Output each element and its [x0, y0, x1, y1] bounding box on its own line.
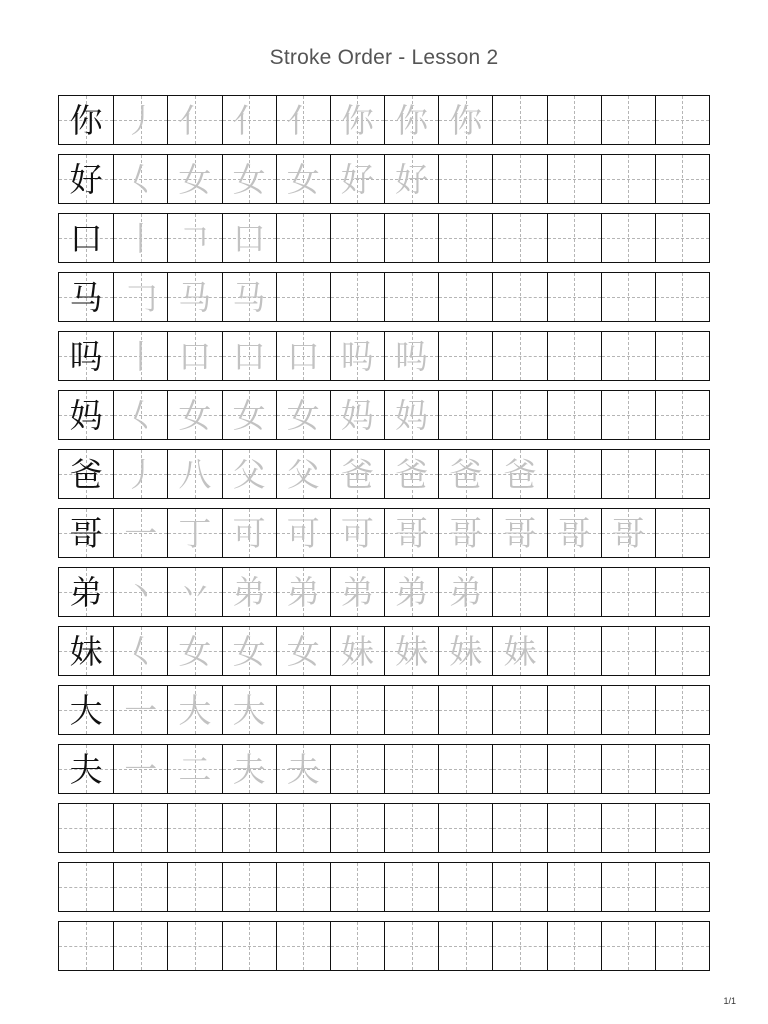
- stroke-step-character: 你: [340, 100, 374, 140]
- stroke-step-character: 丷: [178, 572, 212, 612]
- stroke-step-character: 妹: [340, 631, 374, 671]
- trace-cell[interactable]: [492, 96, 546, 144]
- practice-row: [58, 921, 710, 971]
- practice-row: [58, 567, 710, 617]
- trace-cell[interactable]: [113, 863, 167, 911]
- model-cell[interactable]: [59, 391, 113, 439]
- trace-cell[interactable]: [547, 214, 601, 262]
- stroke-step-character: 一: [124, 690, 158, 730]
- trace-cell[interactable]: [167, 214, 221, 262]
- trace-cell[interactable]: [113, 332, 167, 380]
- trace-cell[interactable]: [601, 332, 655, 380]
- model-cell[interactable]: [59, 686, 113, 734]
- model-cell[interactable]: [59, 450, 113, 498]
- model-cell[interactable]: [59, 627, 113, 675]
- trace-cell[interactable]: [492, 804, 546, 852]
- trace-cell[interactable]: [330, 332, 384, 380]
- practice-row: [58, 272, 710, 322]
- model-character: 你: [69, 100, 103, 140]
- trace-cell[interactable]: [330, 686, 384, 734]
- stroke-step-character: 可: [232, 513, 266, 553]
- model-character: 马: [69, 277, 103, 317]
- stroke-step-character: 妈: [395, 395, 429, 435]
- trace-cell[interactable]: [384, 745, 438, 793]
- trace-cell[interactable]: [222, 745, 276, 793]
- trace-cell[interactable]: [330, 391, 384, 439]
- model-cell[interactable]: [59, 155, 113, 203]
- stroke-step-character: 好: [395, 159, 429, 199]
- practice-sheet: [58, 95, 710, 980]
- trace-cell[interactable]: [330, 627, 384, 675]
- practice-row: [58, 803, 710, 853]
- practice-row: [58, 508, 710, 558]
- stroke-step-character: 爸: [395, 454, 429, 494]
- stroke-step-character: 马: [178, 277, 212, 317]
- trace-cell[interactable]: [222, 627, 276, 675]
- trace-cell[interactable]: [113, 922, 167, 970]
- trace-cell[interactable]: [276, 96, 330, 144]
- stroke-step-character: 一: [124, 749, 158, 789]
- trace-cell[interactable]: [438, 391, 492, 439]
- model-cell[interactable]: [59, 214, 113, 262]
- stroke-step-character: 𡿨: [124, 631, 158, 671]
- stroke-step-character: 弟: [449, 572, 483, 612]
- model-character: 弟: [69, 572, 103, 612]
- trace-cell[interactable]: [601, 214, 655, 262]
- trace-cell[interactable]: [276, 332, 330, 380]
- trace-cell[interactable]: [113, 96, 167, 144]
- model-character: 哥: [69, 513, 103, 553]
- trace-cell[interactable]: [438, 332, 492, 380]
- stroke-step-character: 弟: [232, 572, 266, 612]
- stroke-step-character: 弟: [395, 572, 429, 612]
- trace-cell[interactable]: [492, 568, 546, 616]
- trace-cell[interactable]: [492, 214, 546, 262]
- stroke-step-character: 口: [178, 336, 212, 376]
- practice-row: [58, 626, 710, 676]
- trace-cell[interactable]: [276, 745, 330, 793]
- stroke-step-character: 弟: [286, 572, 320, 612]
- trace-cell[interactable]: [222, 332, 276, 380]
- trace-cell[interactable]: [222, 273, 276, 321]
- trace-cell[interactable]: [384, 568, 438, 616]
- trace-cell[interactable]: [655, 332, 709, 380]
- trace-cell[interactable]: [601, 745, 655, 793]
- stroke-step-character: 女: [286, 395, 320, 435]
- trace-cell[interactable]: [113, 745, 167, 793]
- trace-cell[interactable]: [167, 568, 221, 616]
- stroke-step-character: 丿: [124, 454, 158, 494]
- trace-cell[interactable]: [655, 745, 709, 793]
- trace-cell[interactable]: [167, 273, 221, 321]
- trace-cell[interactable]: [167, 155, 221, 203]
- trace-cell[interactable]: [492, 686, 546, 734]
- stroke-step-character: 爸: [449, 454, 483, 494]
- trace-cell[interactable]: [492, 922, 546, 970]
- practice-row: [58, 95, 710, 145]
- stroke-step-character: 夫: [232, 749, 266, 789]
- trace-cell[interactable]: [330, 214, 384, 262]
- page-number: 1/1: [723, 996, 736, 1006]
- trace-cell[interactable]: [601, 627, 655, 675]
- trace-cell[interactable]: [438, 804, 492, 852]
- trace-cell[interactable]: [492, 450, 546, 498]
- trace-cell[interactable]: [384, 96, 438, 144]
- trace-cell[interactable]: [113, 804, 167, 852]
- stroke-step-character: 父: [232, 454, 266, 494]
- stroke-step-character: 哥: [395, 513, 429, 553]
- trace-cell[interactable]: [384, 332, 438, 380]
- stroke-step-character: 丿: [124, 100, 158, 140]
- model-character: 口: [69, 218, 103, 258]
- stroke-step-character: 哥: [449, 513, 483, 553]
- trace-cell[interactable]: [438, 273, 492, 321]
- trace-cell[interactable]: [222, 214, 276, 262]
- trace-cell[interactable]: [276, 922, 330, 970]
- trace-cell[interactable]: [601, 922, 655, 970]
- trace-cell[interactable]: [547, 745, 601, 793]
- stroke-step-character: 吗: [395, 336, 429, 376]
- practice-row: [58, 331, 710, 381]
- trace-cell[interactable]: [655, 509, 709, 557]
- trace-cell[interactable]: [222, 155, 276, 203]
- stroke-step-character: 好: [340, 159, 374, 199]
- trace-cell[interactable]: [492, 509, 546, 557]
- stroke-step-character: 女: [178, 631, 212, 671]
- trace-cell[interactable]: [492, 391, 546, 439]
- trace-cell[interactable]: [655, 450, 709, 498]
- trace-cell[interactable]: [438, 450, 492, 498]
- stroke-step-character: 大: [178, 690, 212, 730]
- trace-cell[interactable]: [492, 627, 546, 675]
- trace-cell[interactable]: [330, 804, 384, 852]
- model-character: 妈: [69, 395, 103, 435]
- stroke-step-character: 女: [232, 631, 266, 671]
- trace-cell[interactable]: [384, 686, 438, 734]
- trace-cell[interactable]: [547, 568, 601, 616]
- trace-cell[interactable]: [547, 273, 601, 321]
- trace-cell[interactable]: [547, 922, 601, 970]
- practice-row: [58, 862, 710, 912]
- trace-cell[interactable]: [601, 509, 655, 557]
- trace-cell[interactable]: [384, 804, 438, 852]
- model-character: 吗: [69, 336, 103, 376]
- stroke-step-character: 𡿨: [124, 395, 158, 435]
- trace-cell[interactable]: [330, 273, 384, 321]
- trace-cell[interactable]: [384, 922, 438, 970]
- stroke-step-character: 你: [449, 100, 483, 140]
- trace-cell[interactable]: [438, 155, 492, 203]
- trace-cell[interactable]: [655, 804, 709, 852]
- trace-cell[interactable]: [384, 214, 438, 262]
- trace-cell[interactable]: [438, 686, 492, 734]
- trace-cell[interactable]: [276, 627, 330, 675]
- trace-cell[interactable]: [655, 863, 709, 911]
- trace-cell[interactable]: [113, 568, 167, 616]
- model-cell[interactable]: [59, 96, 113, 144]
- stroke-step-character: 女: [286, 159, 320, 199]
- stroke-step-character: 妹: [503, 631, 537, 671]
- trace-cell[interactable]: [438, 745, 492, 793]
- stroke-step-character: 丶: [124, 572, 158, 612]
- stroke-step-character: 夫: [286, 749, 320, 789]
- model-cell[interactable]: [59, 273, 113, 321]
- trace-cell[interactable]: [492, 745, 546, 793]
- practice-row: [58, 390, 710, 440]
- trace-cell[interactable]: [113, 450, 167, 498]
- trace-cell[interactable]: [222, 96, 276, 144]
- trace-cell[interactable]: [167, 863, 221, 911]
- trace-cell[interactable]: [113, 155, 167, 203]
- trace-cell[interactable]: [492, 273, 546, 321]
- trace-cell[interactable]: [276, 863, 330, 911]
- trace-cell[interactable]: [438, 568, 492, 616]
- trace-cell[interactable]: [438, 96, 492, 144]
- trace-cell[interactable]: [384, 450, 438, 498]
- trace-cell[interactable]: [492, 332, 546, 380]
- trace-cell[interactable]: [655, 273, 709, 321]
- trace-cell[interactable]: [384, 273, 438, 321]
- trace-cell[interactable]: [547, 509, 601, 557]
- trace-cell[interactable]: [330, 96, 384, 144]
- trace-cell[interactable]: [276, 686, 330, 734]
- trace-cell[interactable]: [601, 804, 655, 852]
- trace-cell[interactable]: [167, 686, 221, 734]
- stroke-step-character: 爸: [340, 454, 374, 494]
- practice-row: [58, 449, 710, 499]
- trace-cell[interactable]: [547, 332, 601, 380]
- trace-cell[interactable]: [547, 391, 601, 439]
- trace-cell[interactable]: [276, 450, 330, 498]
- stroke-step-character: 𠃍: [178, 218, 212, 258]
- trace-cell[interactable]: [547, 863, 601, 911]
- trace-cell[interactable]: [330, 509, 384, 557]
- stroke-step-character: 可: [340, 513, 374, 553]
- trace-cell[interactable]: [276, 804, 330, 852]
- model-cell[interactable]: [59, 509, 113, 557]
- stroke-step-character: 妹: [395, 631, 429, 671]
- stroke-step-character: 口: [232, 218, 266, 258]
- stroke-step-character: 一: [124, 513, 158, 553]
- stroke-step-character: 哥: [611, 513, 645, 553]
- trace-cell[interactable]: [492, 155, 546, 203]
- trace-cell[interactable]: [655, 686, 709, 734]
- stroke-step-character: 马: [232, 277, 266, 317]
- model-character: 好: [69, 159, 103, 199]
- stroke-step-character: 女: [232, 395, 266, 435]
- stroke-step-character: 丨: [124, 218, 158, 258]
- practice-row: [58, 154, 710, 204]
- stroke-step-character: 女: [178, 395, 212, 435]
- trace-cell[interactable]: [113, 214, 167, 262]
- trace-cell[interactable]: [167, 509, 221, 557]
- trace-cell[interactable]: [276, 273, 330, 321]
- stroke-step-character: 父: [286, 454, 320, 494]
- stroke-step-character: 妹: [449, 631, 483, 671]
- stroke-step-character: 你: [395, 100, 429, 140]
- stroke-step-character: 哥: [557, 513, 591, 553]
- stroke-step-character: 二: [178, 749, 212, 789]
- trace-cell[interactable]: [601, 391, 655, 439]
- trace-cell[interactable]: [547, 155, 601, 203]
- stroke-step-character: 可: [286, 513, 320, 553]
- trace-cell[interactable]: [655, 568, 709, 616]
- trace-cell[interactable]: [601, 863, 655, 911]
- stroke-step-character: 哥: [503, 513, 537, 553]
- trace-cell[interactable]: [167, 922, 221, 970]
- model-cell[interactable]: [59, 745, 113, 793]
- stroke-step-character: 妈: [340, 395, 374, 435]
- model-character: 爸: [69, 454, 103, 494]
- trace-cell[interactable]: [113, 391, 167, 439]
- stroke-step-character: 爸: [503, 454, 537, 494]
- stroke-step-character: 亻: [178, 100, 212, 140]
- trace-cell[interactable]: [655, 214, 709, 262]
- trace-cell[interactable]: [330, 922, 384, 970]
- trace-cell[interactable]: [276, 391, 330, 439]
- trace-cell[interactable]: [547, 804, 601, 852]
- trace-cell[interactable]: [438, 627, 492, 675]
- stroke-step-character: 八: [178, 454, 212, 494]
- trace-cell[interactable]: [113, 273, 167, 321]
- trace-cell[interactable]: [276, 155, 330, 203]
- trace-cell[interactable]: [547, 96, 601, 144]
- trace-cell[interactable]: [276, 509, 330, 557]
- trace-cell[interactable]: [222, 922, 276, 970]
- trace-cell[interactable]: [167, 332, 221, 380]
- trace-cell[interactable]: [601, 568, 655, 616]
- trace-cell[interactable]: [384, 627, 438, 675]
- trace-cell[interactable]: [330, 745, 384, 793]
- stroke-step-character: 亻: [232, 100, 266, 140]
- stroke-step-character: 丨: [124, 336, 158, 376]
- stroke-step-character: 弟: [340, 572, 374, 612]
- trace-cell[interactable]: [601, 155, 655, 203]
- trace-cell[interactable]: [547, 627, 601, 675]
- practice-row: [58, 685, 710, 735]
- trace-cell[interactable]: [222, 391, 276, 439]
- model-character: 大: [69, 690, 103, 730]
- trace-cell[interactable]: [222, 804, 276, 852]
- stroke-step-character: 口: [286, 336, 320, 376]
- trace-cell[interactable]: [330, 863, 384, 911]
- trace-cell[interactable]: [167, 745, 221, 793]
- model-character: 夫: [69, 749, 103, 789]
- trace-cell[interactable]: [438, 922, 492, 970]
- trace-cell[interactable]: [547, 686, 601, 734]
- trace-cell[interactable]: [113, 509, 167, 557]
- trace-cell[interactable]: [438, 214, 492, 262]
- stroke-step-character: 丁: [178, 513, 212, 553]
- trace-cell[interactable]: [438, 863, 492, 911]
- practice-row: [58, 213, 710, 263]
- trace-cell[interactable]: [384, 863, 438, 911]
- trace-cell[interactable]: [655, 96, 709, 144]
- trace-cell[interactable]: [655, 155, 709, 203]
- trace-cell[interactable]: [167, 96, 221, 144]
- trace-cell[interactable]: [330, 568, 384, 616]
- stroke-step-character: 女: [232, 159, 266, 199]
- trace-cell[interactable]: [167, 627, 221, 675]
- trace-cell[interactable]: [384, 391, 438, 439]
- trace-cell[interactable]: [547, 450, 601, 498]
- trace-cell[interactable]: [384, 509, 438, 557]
- trace-cell[interactable]: [222, 568, 276, 616]
- model-cell[interactable]: [59, 804, 113, 852]
- stroke-step-character: 𠃌: [124, 277, 158, 317]
- trace-cell[interactable]: [276, 568, 330, 616]
- trace-cell[interactable]: [655, 627, 709, 675]
- trace-cell[interactable]: [655, 922, 709, 970]
- trace-cell[interactable]: [167, 804, 221, 852]
- trace-cell[interactable]: [276, 214, 330, 262]
- trace-cell[interactable]: [222, 509, 276, 557]
- stroke-step-character: 女: [286, 631, 320, 671]
- trace-cell[interactable]: [601, 686, 655, 734]
- stroke-step-character: 女: [178, 159, 212, 199]
- page-title: Stroke Order - Lesson 2: [269, 46, 499, 69]
- trace-cell[interactable]: [384, 155, 438, 203]
- model-cell[interactable]: [59, 863, 113, 911]
- trace-cell[interactable]: [492, 863, 546, 911]
- trace-cell[interactable]: [222, 450, 276, 498]
- trace-cell[interactable]: [601, 273, 655, 321]
- practice-row: [58, 744, 710, 794]
- trace-cell[interactable]: [330, 450, 384, 498]
- trace-cell[interactable]: [113, 627, 167, 675]
- stroke-step-character: 大: [232, 690, 266, 730]
- trace-cell[interactable]: [222, 686, 276, 734]
- trace-cell[interactable]: [113, 686, 167, 734]
- trace-cell[interactable]: [655, 391, 709, 439]
- stroke-step-character: 亻: [286, 100, 320, 140]
- trace-cell[interactable]: [601, 96, 655, 144]
- model-cell[interactable]: [59, 922, 113, 970]
- trace-cell[interactable]: [167, 450, 221, 498]
- trace-cell[interactable]: [167, 391, 221, 439]
- trace-cell[interactable]: [222, 863, 276, 911]
- model-cell[interactable]: [59, 332, 113, 380]
- trace-cell[interactable]: [330, 155, 384, 203]
- model-cell[interactable]: [59, 568, 113, 616]
- stroke-step-character: 口: [232, 336, 266, 376]
- trace-cell[interactable]: [438, 509, 492, 557]
- stroke-step-character: 𡿨: [124, 159, 158, 199]
- model-character: 妹: [69, 631, 103, 671]
- trace-cell[interactable]: [601, 450, 655, 498]
- stroke-step-character: 吗: [340, 336, 374, 376]
